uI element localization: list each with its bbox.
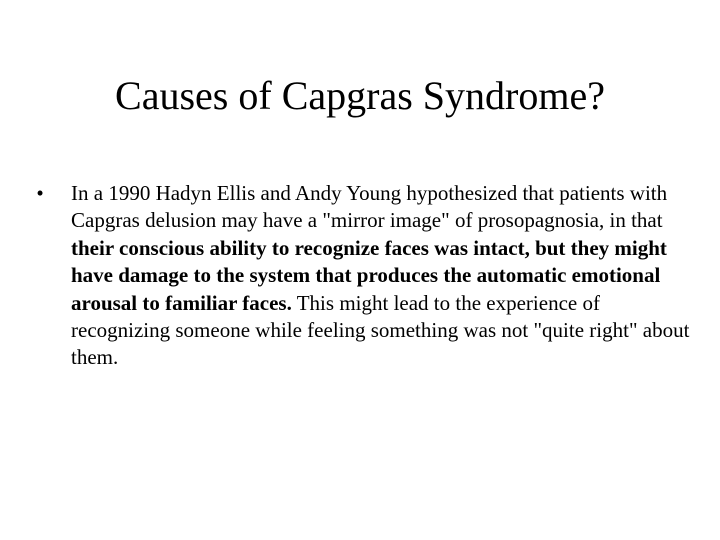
bullet-text-regular-start: In a 1990 Hadyn Ellis and Andy Young hypothesized that patients with Capgras delusion may have a "mirror image" of prosopagnosia, in that xyxy=(71,181,668,233)
bullet-text xyxy=(71,181,689,369)
bullet-list xyxy=(30,180,690,372)
bullet-marker: • xyxy=(36,181,44,205)
bullet-text-emphasis: their conscious ability to recognize faces was intact, but they might have damage to the system that produces the automatic emotional arousal to familiar faces. xyxy=(71,235,667,315)
bullet-item xyxy=(30,180,690,372)
slide-title: Causes of Capgras Syndrome? xyxy=(115,73,605,118)
bullet-text-regular-end: This might lead to the experience of recognizing someone while feeling something was not "quite right" about them. xyxy=(71,290,690,370)
